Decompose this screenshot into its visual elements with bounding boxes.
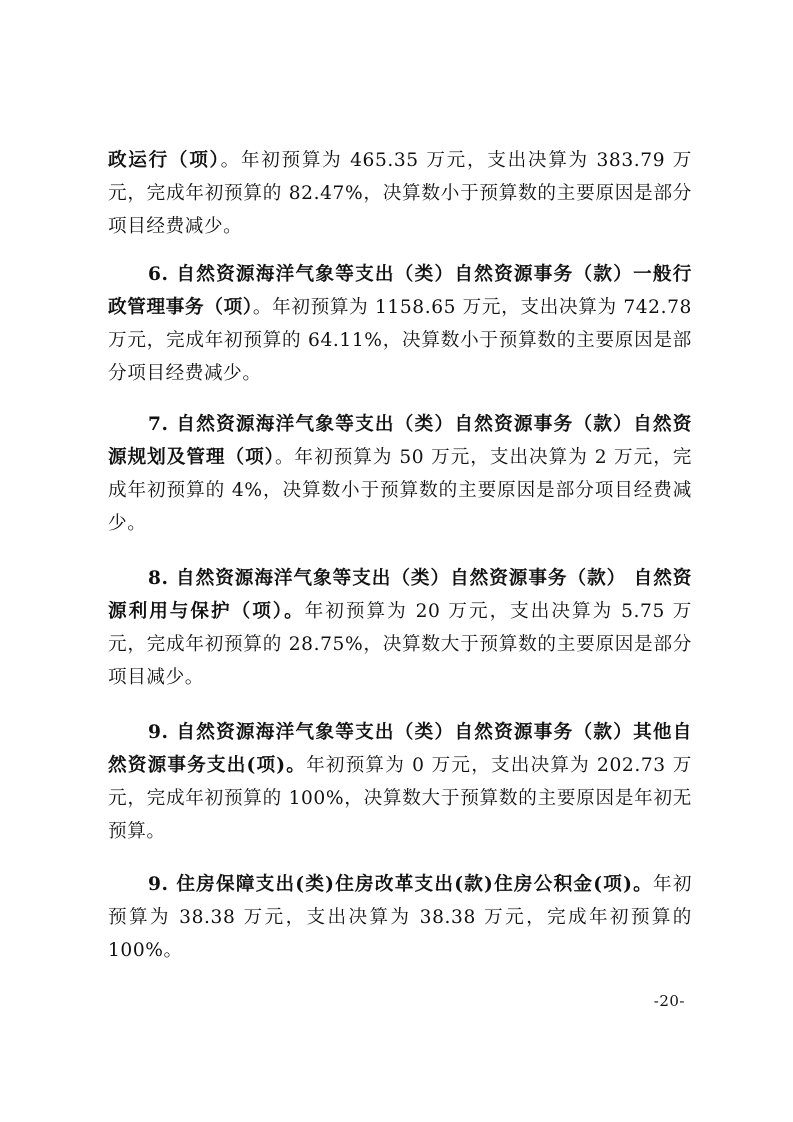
paragraph-heading: 政运行（项） (108, 150, 221, 171)
paragraph-heading: 6. 自然资源海洋气象等支出（类）自然资源事务（款）一般行政管理事务（项） (108, 264, 692, 318)
paragraph-heading: 9. 住房保障支出(类)住房改革支出(款)住房公积金(项)。 (148, 874, 653, 895)
paragraph-heading: 8. 自然资源海洋气象等支出（类）自然资源事务（款） 自然资源利用与保护（项）。 (108, 568, 692, 622)
paragraph-heading: 7. 自然资源海洋气象等支出（类）自然资源事务（款）自然资源规划及管理（项） (108, 414, 692, 468)
paragraph-body: 年初预算为 38.38 万元，支出决算为 38.38 万元，完成年初预算的 100%。 (108, 874, 693, 961)
paragraph-heading: 9. 自然资源海洋气象等支出（类）自然资源事务（款）其他自然资源事务支出(项)。 (108, 722, 692, 776)
paragraph-item-9-housing (108, 868, 692, 967)
paragraph-body: 年初预算为 0 万元，支出决算为 202.73 万元，完成年初预算的 100%，决算数大于预算数的主要原因是年初无预算。 (108, 755, 692, 842)
paragraph-general-admin (108, 144, 692, 243)
paragraph-item-7 (108, 408, 692, 540)
paragraph-item-8 (108, 562, 692, 694)
paragraph-body: 。年初预算为 465.35 万元，支出决算为 383.79 万元，完成年初预算的 82.47%，决算数小于预算数的主要原因是部分项目经费减少。 (108, 150, 692, 237)
paragraph-body: 。年初预算为 1158.65 万元，支出决算为 742.78 万元，完成年初预算的 64.11%，决算数小于预算数的主要原因是部分项目经费减少。 (108, 297, 692, 384)
page-number: -20- (653, 992, 685, 1010)
paragraph-item-6 (108, 258, 692, 390)
paragraph-item-9-natural-resources (108, 716, 692, 848)
paragraph-body: 。年初预算为 50 万元，支出决算为 2 万元，完成年初预算的 4%，决算数小于预算数的主要原因是部分项目经费减少。 (108, 447, 692, 534)
paragraph-body: 年初预算为 20 万元，支出决算为 5.75 万元，完成年初预算的 28.75%，决算数大于预算数的主要原因是部分项目减少。 (108, 601, 693, 688)
